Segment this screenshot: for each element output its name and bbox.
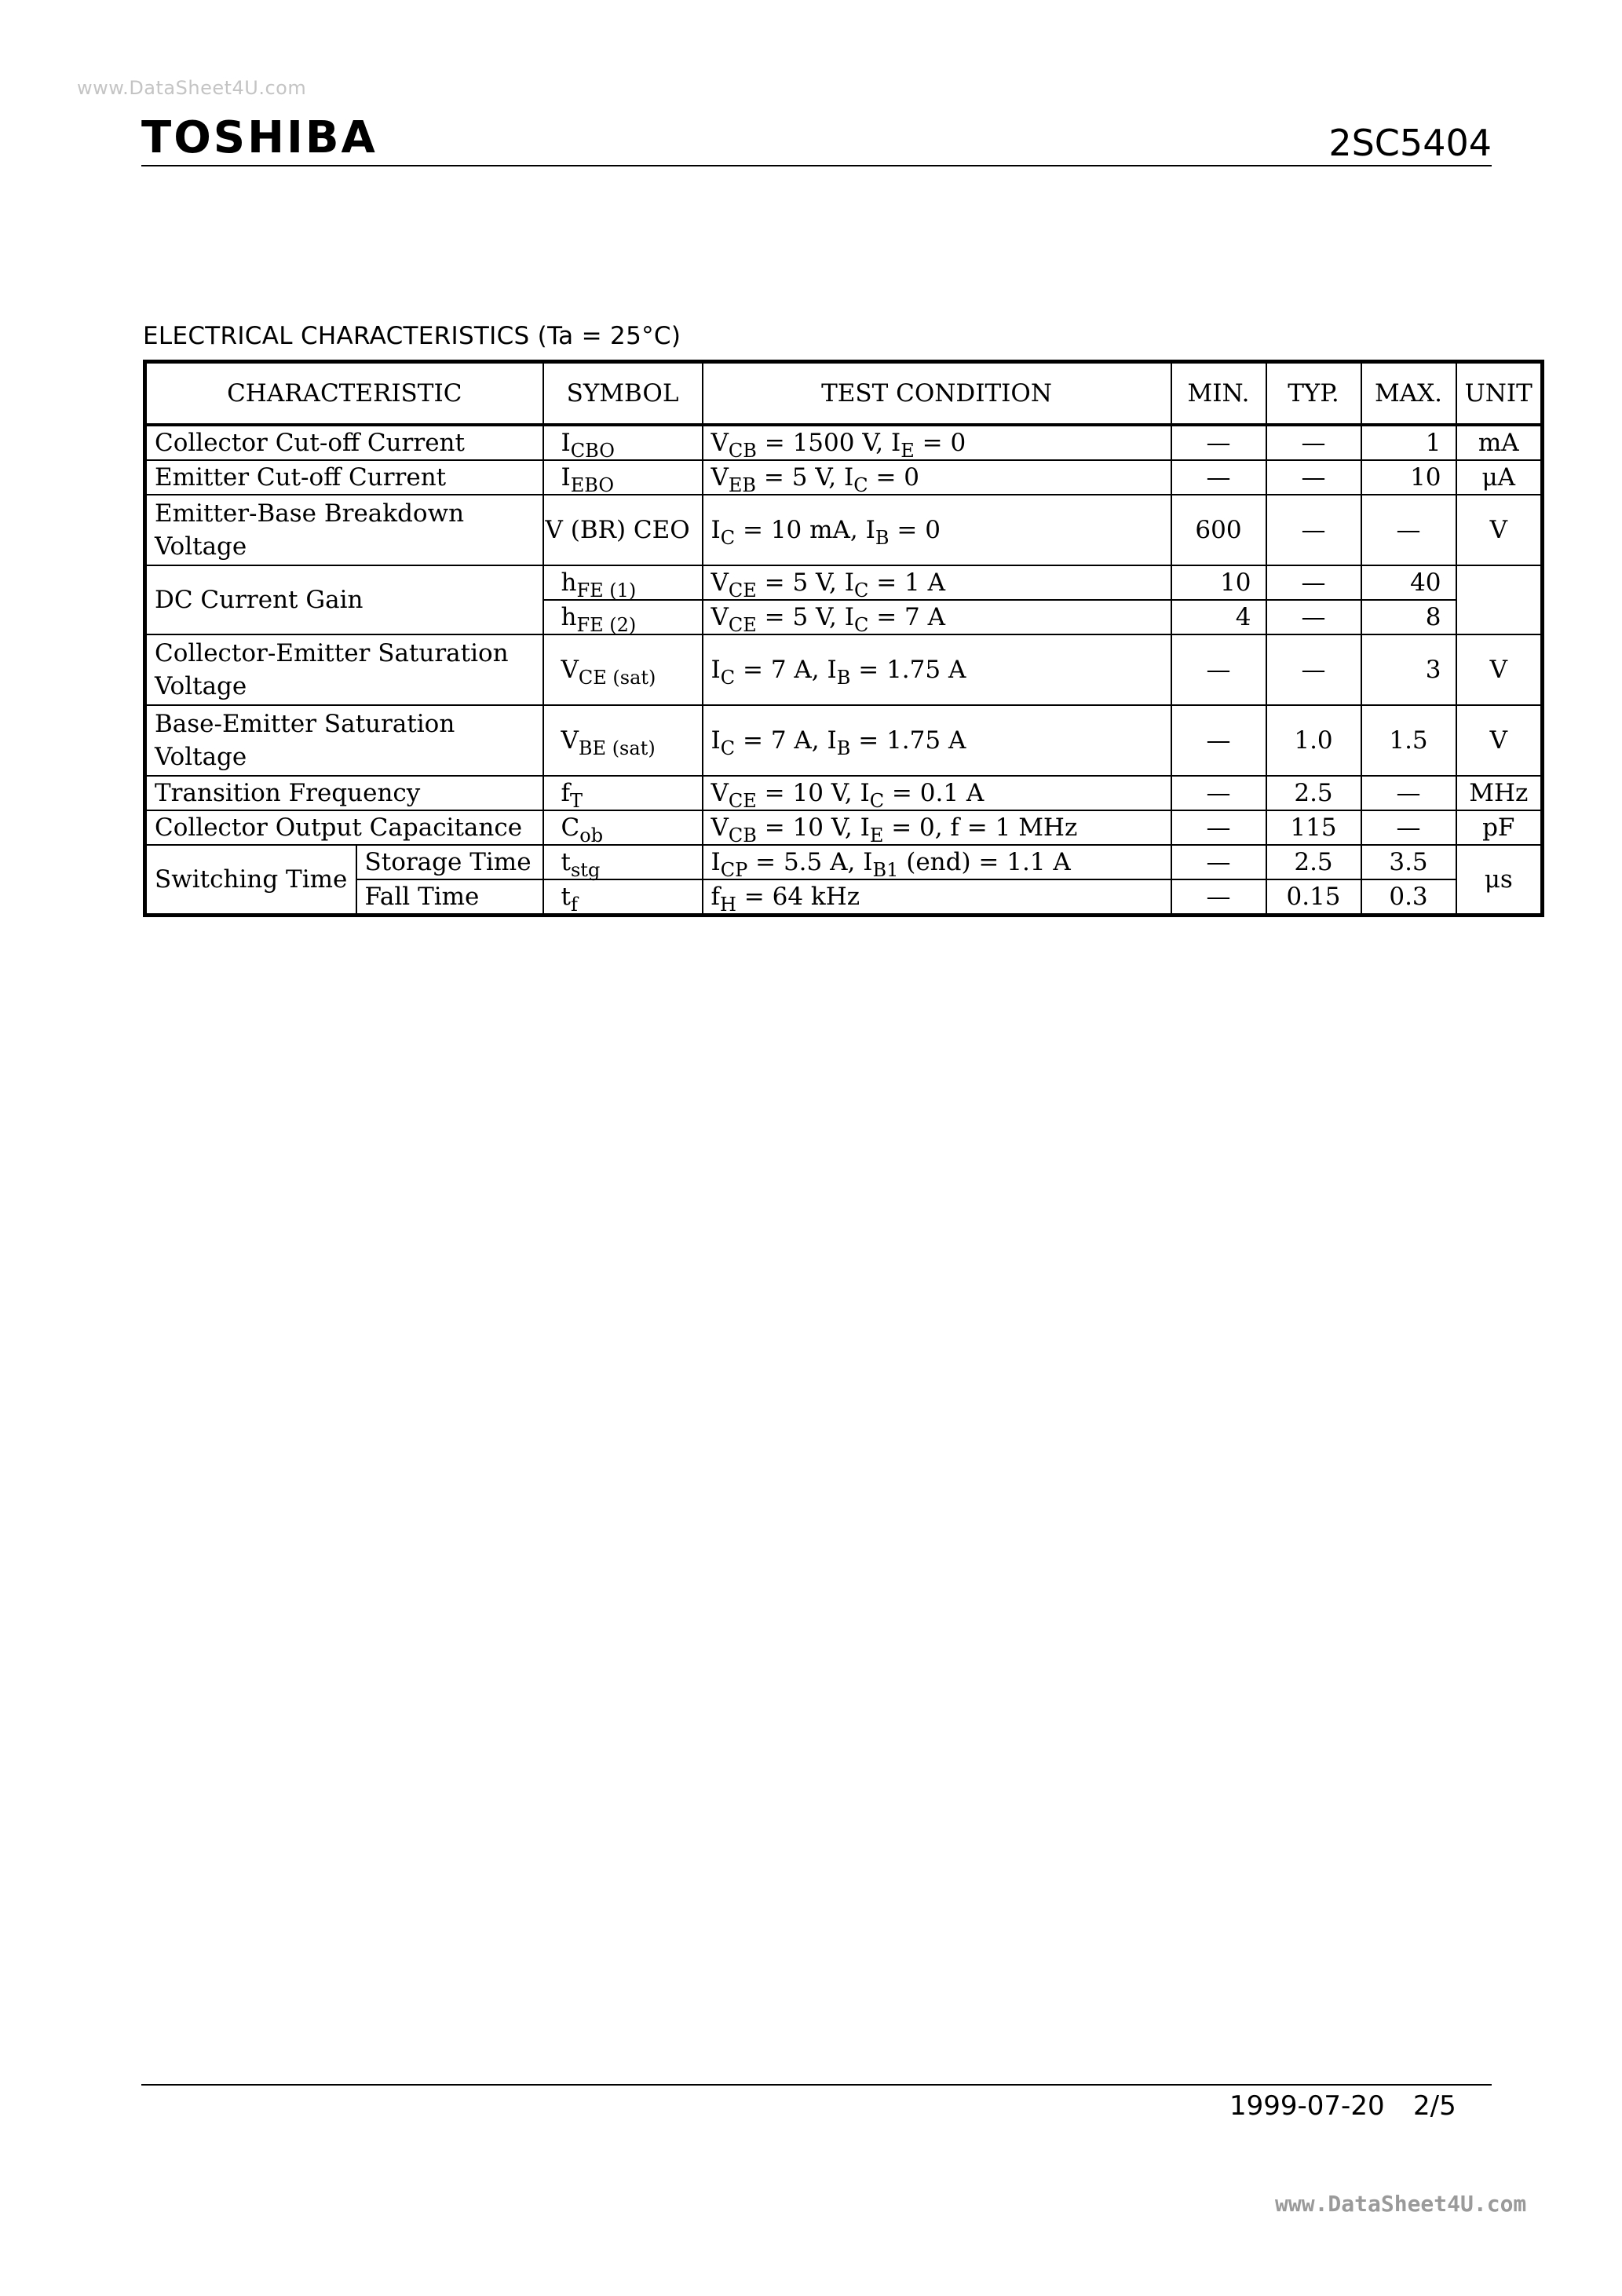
table-row [145,810,1543,845]
typ-cell: 0.15 [1266,879,1361,916]
typ-cell: — [1266,495,1361,565]
test-condition-cell: $f_H = 64$ kHz [703,879,1171,916]
unit-cell: μA [1456,460,1543,495]
min-cell: — [1171,705,1266,776]
typ-cell: — [1266,425,1361,460]
max-cell: 40 [1361,565,1456,600]
unit-cell [1456,565,1543,634]
footer-rule [141,2084,1492,2086]
max-cell: — [1361,810,1456,845]
min-cell: — [1171,425,1266,460]
watermark-top: www.DataSheet4U.com [77,77,307,99]
unit-cell: pF [1456,810,1543,845]
col-header-characteristic: CHARACTERISTIC [145,362,543,426]
watermark-bottom: www.DataSheet4U.com [1275,2191,1527,2217]
table-row [145,845,1543,879]
col-header-max: MAX. [1361,362,1456,426]
symbol-cell: $h_{FE (1)}$ [543,565,703,600]
col-header-min: MIN. [1171,362,1266,426]
typ-cell: 1.0 [1266,705,1361,776]
col-header-typ: TYP. [1266,362,1361,426]
min-cell: — [1171,810,1266,845]
min-cell: — [1171,776,1266,810]
symbol-cell: $I_{CBO}$ [543,425,703,460]
min-cell: — [1171,634,1266,705]
test-condition-cell: $I_{CP} = 5.5$ A, $I_{B1}$ (end) = 1.1 A [703,845,1171,879]
max-cell: 1.5 [1361,705,1456,776]
symbol-cell: $C_{ob}$ [543,810,703,845]
electrical-characteristics-table [143,360,1544,917]
typ-cell: — [1266,634,1361,705]
test-condition-cell: $V_{EB} = 5$ V, $I_C = 0$ [703,460,1171,495]
characteristic-cell: Base-Emitter Saturation Voltage [145,705,543,776]
table-row [145,565,1543,600]
symbol-cell: $h_{FE (2)}$ [543,600,703,634]
characteristic-cell: Collector Cut-off Current [145,425,543,460]
symbol-cell: $t_{stg}$ [543,845,703,879]
max-cell: 0.3 [1361,879,1456,916]
symbol-cell: $t_f$ [543,879,703,916]
table-row [145,776,1543,810]
test-condition-cell: $V_{CB} = 1500$ V, $I_E = 0$ [703,425,1171,460]
table-row [145,425,1543,460]
typ-cell: — [1266,565,1361,600]
min-cell: 600 [1171,495,1266,565]
max-cell: 3 [1361,634,1456,705]
characteristic-cell: Switching Time [145,845,356,916]
col-header-unit: UNIT [1456,362,1543,426]
table-row [145,705,1543,776]
characteristic-cell: Emitter Cut-off Current [145,460,543,495]
col-header-test-condition: TEST CONDITION [703,362,1171,426]
test-condition-cell: $V_{CE} = 10$ V, $I_C = 0.1$ A [703,776,1171,810]
part-number: 2SC5404 [1328,122,1492,164]
symbol-cell: V (BR) CEO [543,495,703,565]
header-rule [141,165,1492,166]
unit-cell: μs [1456,845,1543,916]
characteristic-cell: DC Current Gain [145,565,543,634]
unit-cell: V [1456,634,1543,705]
sub-characteristic-cell: Fall Time [356,879,543,916]
max-cell: — [1361,776,1456,810]
min-cell: 4 [1171,600,1266,634]
test-condition-cell: $V_{CB} = 10$ V, $I_E = 0$, f = 1 MHz [703,810,1171,845]
typ-cell: — [1266,460,1361,495]
unit-cell: mA [1456,425,1543,460]
symbol-cell: $V_{CE (sat)}$ [543,634,703,705]
table-header-row [145,362,1543,426]
table-row [145,495,1543,565]
max-cell: 10 [1361,460,1456,495]
footer-page-number: 2/5 [1413,2090,1456,2122]
footer-date: 1999-07-20 [1229,2090,1385,2122]
max-cell: 3.5 [1361,845,1456,879]
characteristic-cell: Emitter-Base Breakdown Voltage [145,495,543,565]
test-condition-cell: $V_{CE} = 5$ V, $I_C = 7$ A [703,600,1171,634]
min-cell: 10 [1171,565,1266,600]
table-row [145,634,1543,705]
characteristic-cell: Transition Frequency [145,776,543,810]
unit-cell: V [1456,705,1543,776]
min-cell: — [1171,460,1266,495]
sub-characteristic-cell: Storage Time [356,845,543,879]
symbol-cell: $I_{EBO}$ [543,460,703,495]
min-cell: — [1171,879,1266,916]
typ-cell: 115 [1266,810,1361,845]
characteristic-cell: Collector Output Capacitance [145,810,543,845]
typ-cell: — [1266,600,1361,634]
table-row [145,460,1543,495]
test-condition-cell: $I_C = 7$ A, $I_B = 1.75$ A [703,634,1171,705]
characteristic-cell: Collector-Emitter Saturation Voltage [145,634,543,705]
section-title: ELECTRICAL CHARACTERISTICS (Ta = 25°C) [143,322,681,350]
symbol-cell: $f_T$ [543,776,703,810]
typ-cell: 2.5 [1266,845,1361,879]
max-cell: — [1361,495,1456,565]
unit-cell: MHz [1456,776,1543,810]
toshiba-logo: TOSHIBA [141,112,378,163]
test-condition-cell: $V_{CE} = 5$ V, $I_C = 1$ A [703,565,1171,600]
typ-cell: 2.5 [1266,776,1361,810]
min-cell: — [1171,845,1266,879]
col-header-symbol: SYMBOL [543,362,703,426]
test-condition-cell: $I_C = 7$ A, $I_B = 1.75$ A [703,705,1171,776]
max-cell: 8 [1361,600,1456,634]
symbol-cell: $V_{BE (sat)}$ [543,705,703,776]
test-condition-cell: $I_C = 10$ mA, $I_B = 0$ [703,495,1171,565]
unit-cell: V [1456,495,1543,565]
max-cell: 1 [1361,425,1456,460]
